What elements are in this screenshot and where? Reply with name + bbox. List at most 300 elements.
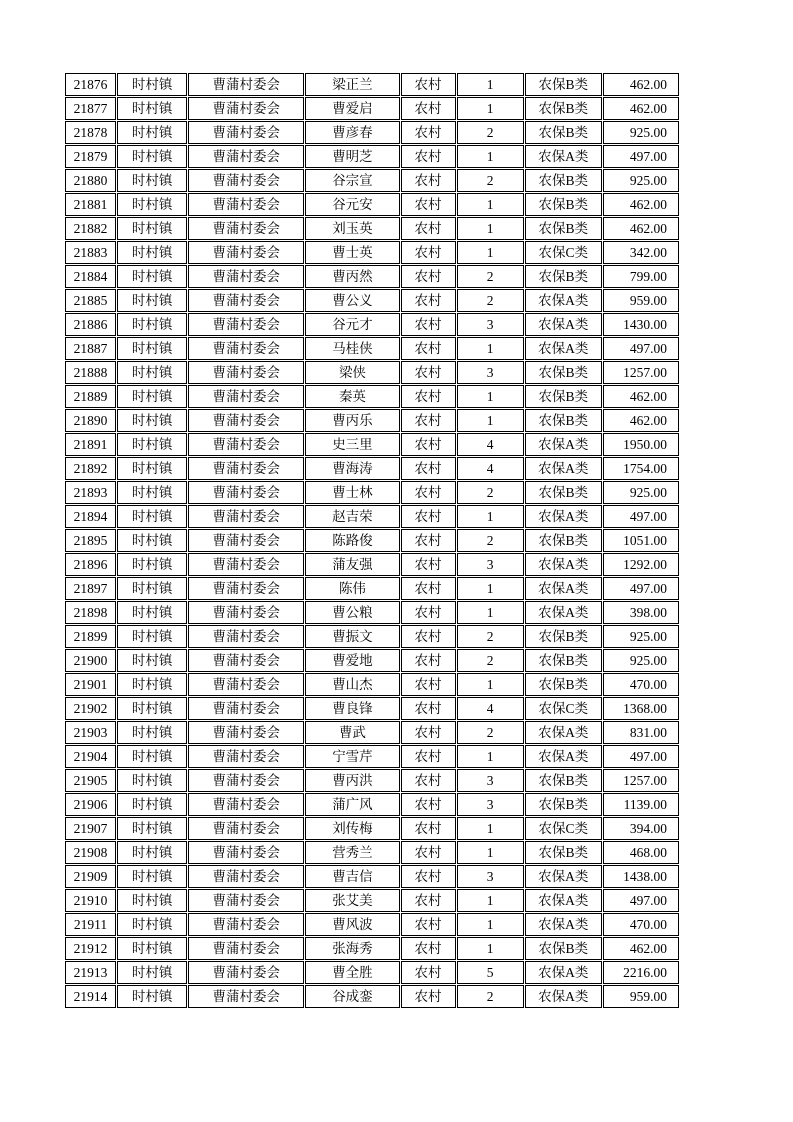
cell-residence: 农村 xyxy=(401,817,456,840)
cell-residence: 农村 xyxy=(401,649,456,672)
cell-residence: 农村 xyxy=(401,721,456,744)
cell-village: 曹蒲村委会 xyxy=(188,481,304,504)
cell-type: 农保A类 xyxy=(525,145,602,168)
cell-village: 曹蒲村委会 xyxy=(188,721,304,744)
cell-amount: 925.00 xyxy=(603,649,679,672)
table-row xyxy=(65,193,679,216)
cell-village: 曹蒲村委会 xyxy=(188,553,304,576)
cell-id: 21913 xyxy=(65,961,116,984)
cell-name: 曹士林 xyxy=(305,481,399,504)
cell-id: 21880 xyxy=(65,169,116,192)
cell-id: 21912 xyxy=(65,937,116,960)
cell-village: 曹蒲村委会 xyxy=(188,673,304,696)
cell-residence: 农村 xyxy=(401,673,456,696)
cell-amount: 497.00 xyxy=(603,505,679,528)
cell-residence: 农村 xyxy=(401,577,456,600)
cell-type: 农保A类 xyxy=(525,289,602,312)
cell-count: 2 xyxy=(457,169,524,192)
cell-residence: 农村 xyxy=(401,169,456,192)
cell-count: 3 xyxy=(457,553,524,576)
cell-count: 1 xyxy=(457,745,524,768)
cell-village: 曹蒲村委会 xyxy=(188,97,304,120)
cell-village: 曹蒲村委会 xyxy=(188,289,304,312)
cell-village: 曹蒲村委会 xyxy=(188,313,304,336)
cell-town: 时村镇 xyxy=(117,505,187,528)
cell-type: 农保B类 xyxy=(525,937,602,960)
cell-name: 马桂侠 xyxy=(305,337,399,360)
cell-id: 21891 xyxy=(65,433,116,456)
cell-amount: 394.00 xyxy=(603,817,679,840)
cell-name: 陈路俊 xyxy=(305,529,399,552)
cell-id: 21910 xyxy=(65,889,116,912)
cell-id: 21884 xyxy=(65,265,116,288)
cell-town: 时村镇 xyxy=(117,121,187,144)
table-row xyxy=(65,673,679,696)
cell-village: 曹蒲村委会 xyxy=(188,241,304,264)
cell-village: 曹蒲村委会 xyxy=(188,793,304,816)
table-row xyxy=(65,409,679,432)
cell-name: 史三里 xyxy=(305,433,399,456)
cell-id: 21886 xyxy=(65,313,116,336)
cell-name: 宁雪芹 xyxy=(305,745,399,768)
cell-town: 时村镇 xyxy=(117,481,187,504)
cell-amount: 398.00 xyxy=(603,601,679,624)
cell-residence: 农村 xyxy=(401,193,456,216)
cell-residence: 农村 xyxy=(401,793,456,816)
cell-village: 曹蒲村委会 xyxy=(188,433,304,456)
cell-type: 农保A类 xyxy=(525,961,602,984)
cell-amount: 462.00 xyxy=(603,193,679,216)
cell-village: 曹蒲村委会 xyxy=(188,889,304,912)
cell-type: 农保C类 xyxy=(525,697,602,720)
cell-residence: 农村 xyxy=(401,433,456,456)
cell-village: 曹蒲村委会 xyxy=(188,121,304,144)
cell-town: 时村镇 xyxy=(117,433,187,456)
cell-name: 谷成銮 xyxy=(305,985,399,1008)
cell-town: 时村镇 xyxy=(117,793,187,816)
cell-id: 21908 xyxy=(65,841,116,864)
cell-residence: 农村 xyxy=(401,913,456,936)
cell-name: 曹公义 xyxy=(305,289,399,312)
cell-residence: 农村 xyxy=(401,529,456,552)
cell-count: 2 xyxy=(457,481,524,504)
cell-type: 农保A类 xyxy=(525,865,602,888)
table-row xyxy=(65,241,679,264)
cell-town: 时村镇 xyxy=(117,817,187,840)
cell-type: 农保B类 xyxy=(525,649,602,672)
cell-village: 曹蒲村委会 xyxy=(188,385,304,408)
cell-type: 农保B类 xyxy=(525,169,602,192)
cell-residence: 农村 xyxy=(401,481,456,504)
cell-type: 农保A类 xyxy=(525,577,602,600)
cell-type: 农保A类 xyxy=(525,457,602,480)
cell-residence: 农村 xyxy=(401,889,456,912)
cell-count: 1 xyxy=(457,841,524,864)
cell-amount: 925.00 xyxy=(603,625,679,648)
table-row xyxy=(65,529,679,552)
cell-id: 21885 xyxy=(65,289,116,312)
cell-id: 21892 xyxy=(65,457,116,480)
cell-town: 时村镇 xyxy=(117,649,187,672)
cell-count: 1 xyxy=(457,937,524,960)
table-row xyxy=(65,937,679,960)
cell-amount: 470.00 xyxy=(603,673,679,696)
cell-id: 21894 xyxy=(65,505,116,528)
cell-count: 2 xyxy=(457,985,524,1008)
cell-village: 曹蒲村委会 xyxy=(188,73,304,96)
cell-town: 时村镇 xyxy=(117,409,187,432)
cell-type: 农保A类 xyxy=(525,553,602,576)
cell-residence: 农村 xyxy=(401,121,456,144)
cell-residence: 农村 xyxy=(401,361,456,384)
cell-count: 2 xyxy=(457,649,524,672)
cell-village: 曹蒲村委会 xyxy=(188,169,304,192)
cell-amount: 497.00 xyxy=(603,745,679,768)
cell-type: 农保B类 xyxy=(525,361,602,384)
cell-type: 农保B类 xyxy=(525,97,602,120)
table-row xyxy=(65,625,679,648)
cell-amount: 2216.00 xyxy=(603,961,679,984)
cell-name: 梁侠 xyxy=(305,361,399,384)
cell-town: 时村镇 xyxy=(117,73,187,96)
cell-name: 刘玉英 xyxy=(305,217,399,240)
cell-amount: 462.00 xyxy=(603,97,679,120)
cell-village: 曹蒲村委会 xyxy=(188,769,304,792)
cell-name: 曹明芝 xyxy=(305,145,399,168)
cell-town: 时村镇 xyxy=(117,241,187,264)
table-row xyxy=(65,217,679,240)
cell-id: 21889 xyxy=(65,385,116,408)
cell-residence: 农村 xyxy=(401,625,456,648)
cell-id: 21882 xyxy=(65,217,116,240)
cell-id: 21883 xyxy=(65,241,116,264)
cell-name: 曹海涛 xyxy=(305,457,399,480)
table-row xyxy=(65,481,679,504)
cell-id: 21878 xyxy=(65,121,116,144)
cell-name: 谷宗宣 xyxy=(305,169,399,192)
cell-count: 4 xyxy=(457,433,524,456)
cell-type: 农保B类 xyxy=(525,409,602,432)
cell-count: 1 xyxy=(457,193,524,216)
table-row xyxy=(65,289,679,312)
cell-count: 1 xyxy=(457,145,524,168)
cell-town: 时村镇 xyxy=(117,337,187,360)
cell-village: 曹蒲村委会 xyxy=(188,697,304,720)
cell-type: 农保B类 xyxy=(525,385,602,408)
cell-residence: 农村 xyxy=(401,841,456,864)
cell-town: 时村镇 xyxy=(117,937,187,960)
cell-type: 农保B类 xyxy=(525,673,602,696)
cell-amount: 470.00 xyxy=(603,913,679,936)
cell-type: 农保B类 xyxy=(525,217,602,240)
cell-amount: 1139.00 xyxy=(603,793,679,816)
table-row xyxy=(65,577,679,600)
cell-count: 1 xyxy=(457,601,524,624)
cell-town: 时村镇 xyxy=(117,145,187,168)
cell-village: 曹蒲村委会 xyxy=(188,865,304,888)
cell-amount: 925.00 xyxy=(603,169,679,192)
cell-residence: 农村 xyxy=(401,505,456,528)
cell-residence: 农村 xyxy=(401,145,456,168)
cell-name: 蒲友强 xyxy=(305,553,399,576)
cell-amount: 468.00 xyxy=(603,841,679,864)
cell-name: 营秀兰 xyxy=(305,841,399,864)
cell-type: 农保A类 xyxy=(525,601,602,624)
cell-village: 曹蒲村委会 xyxy=(188,817,304,840)
cell-name: 曹爱地 xyxy=(305,649,399,672)
cell-name: 曹全胜 xyxy=(305,961,399,984)
cell-town: 时村镇 xyxy=(117,289,187,312)
cell-count: 5 xyxy=(457,961,524,984)
cell-residence: 农村 xyxy=(401,289,456,312)
cell-type: 农保B类 xyxy=(525,193,602,216)
table-row xyxy=(65,457,679,480)
cell-type: 农保B类 xyxy=(525,769,602,792)
table-row xyxy=(65,649,679,672)
cell-count: 1 xyxy=(457,241,524,264)
cell-residence: 农村 xyxy=(401,601,456,624)
cell-village: 曹蒲村委会 xyxy=(188,961,304,984)
cell-type: 农保B类 xyxy=(525,793,602,816)
cell-name: 谷元才 xyxy=(305,313,399,336)
cell-residence: 农村 xyxy=(401,217,456,240)
cell-count: 3 xyxy=(457,361,524,384)
cell-village: 曹蒲村委会 xyxy=(188,457,304,480)
table-row xyxy=(65,361,679,384)
cell-count: 1 xyxy=(457,217,524,240)
cell-amount: 1438.00 xyxy=(603,865,679,888)
cell-amount: 1368.00 xyxy=(603,697,679,720)
cell-residence: 农村 xyxy=(401,241,456,264)
cell-amount: 497.00 xyxy=(603,577,679,600)
cell-amount: 462.00 xyxy=(603,409,679,432)
table-row xyxy=(65,913,679,936)
table-row xyxy=(65,865,679,888)
cell-village: 曹蒲村委会 xyxy=(188,193,304,216)
cell-village: 曹蒲村委会 xyxy=(188,745,304,768)
cell-town: 时村镇 xyxy=(117,553,187,576)
cell-id: 21906 xyxy=(65,793,116,816)
cell-count: 1 xyxy=(457,817,524,840)
table-row xyxy=(65,601,679,624)
cell-type: 农保A类 xyxy=(525,313,602,336)
table-body xyxy=(65,73,679,1008)
table-row xyxy=(65,73,679,96)
cell-town: 时村镇 xyxy=(117,265,187,288)
cell-town: 时村镇 xyxy=(117,169,187,192)
cell-town: 时村镇 xyxy=(117,673,187,696)
cell-village: 曹蒲村委会 xyxy=(188,505,304,528)
cell-village: 曹蒲村委会 xyxy=(188,577,304,600)
cell-type: 农保A类 xyxy=(525,985,602,1008)
cell-id: 21881 xyxy=(65,193,116,216)
cell-id: 21911 xyxy=(65,913,116,936)
cell-type: 农保A类 xyxy=(525,745,602,768)
cell-count: 1 xyxy=(457,97,524,120)
cell-name: 曹士英 xyxy=(305,241,399,264)
cell-count: 3 xyxy=(457,769,524,792)
table-row xyxy=(65,121,679,144)
cell-town: 时村镇 xyxy=(117,217,187,240)
cell-amount: 799.00 xyxy=(603,265,679,288)
table-row xyxy=(65,961,679,984)
cell-name: 蒲广风 xyxy=(305,793,399,816)
cell-residence: 农村 xyxy=(401,961,456,984)
cell-amount: 1292.00 xyxy=(603,553,679,576)
cell-name: 梁正兰 xyxy=(305,73,399,96)
cell-amount: 462.00 xyxy=(603,385,679,408)
cell-id: 21899 xyxy=(65,625,116,648)
cell-count: 2 xyxy=(457,529,524,552)
cell-residence: 农村 xyxy=(401,553,456,576)
cell-amount: 497.00 xyxy=(603,145,679,168)
table-row xyxy=(65,169,679,192)
cell-town: 时村镇 xyxy=(117,913,187,936)
cell-name: 刘传梅 xyxy=(305,817,399,840)
cell-type: 农保A类 xyxy=(525,337,602,360)
cell-id: 21893 xyxy=(65,481,116,504)
cell-count: 2 xyxy=(457,625,524,648)
cell-town: 时村镇 xyxy=(117,313,187,336)
cell-residence: 农村 xyxy=(401,265,456,288)
cell-amount: 462.00 xyxy=(603,73,679,96)
cell-count: 1 xyxy=(457,337,524,360)
cell-village: 曹蒲村委会 xyxy=(188,217,304,240)
cell-town: 时村镇 xyxy=(117,577,187,600)
cell-residence: 农村 xyxy=(401,73,456,96)
cell-amount: 1754.00 xyxy=(603,457,679,480)
table-row xyxy=(65,313,679,336)
cell-residence: 农村 xyxy=(401,385,456,408)
cell-name: 曹风波 xyxy=(305,913,399,936)
table-row xyxy=(65,337,679,360)
cell-town: 时村镇 xyxy=(117,193,187,216)
cell-name: 谷元安 xyxy=(305,193,399,216)
cell-residence: 农村 xyxy=(401,985,456,1008)
cell-village: 曹蒲村委会 xyxy=(188,625,304,648)
cell-residence: 农村 xyxy=(401,769,456,792)
table-row xyxy=(65,985,679,1008)
cell-town: 时村镇 xyxy=(117,769,187,792)
cell-amount: 462.00 xyxy=(603,937,679,960)
cell-count: 1 xyxy=(457,385,524,408)
cell-village: 曹蒲村委会 xyxy=(188,985,304,1008)
cell-count: 4 xyxy=(457,697,524,720)
table-row xyxy=(65,265,679,288)
cell-amount: 959.00 xyxy=(603,289,679,312)
table-row xyxy=(65,745,679,768)
cell-amount: 1257.00 xyxy=(603,361,679,384)
cell-name: 张艾美 xyxy=(305,889,399,912)
cell-town: 时村镇 xyxy=(117,625,187,648)
cell-village: 曹蒲村委会 xyxy=(188,361,304,384)
cell-residence: 农村 xyxy=(401,337,456,360)
cell-id: 21907 xyxy=(65,817,116,840)
cell-amount: 1950.00 xyxy=(603,433,679,456)
cell-residence: 农村 xyxy=(401,409,456,432)
cell-amount: 1051.00 xyxy=(603,529,679,552)
cell-name: 曹山杰 xyxy=(305,673,399,696)
cell-town: 时村镇 xyxy=(117,985,187,1008)
cell-id: 21903 xyxy=(65,721,116,744)
cell-town: 时村镇 xyxy=(117,457,187,480)
cell-name: 秦英 xyxy=(305,385,399,408)
cell-type: 农保A类 xyxy=(525,889,602,912)
cell-amount: 497.00 xyxy=(603,337,679,360)
cell-town: 时村镇 xyxy=(117,889,187,912)
cell-town: 时村镇 xyxy=(117,601,187,624)
cell-type: 农保A类 xyxy=(525,505,602,528)
table-row xyxy=(65,97,679,120)
cell-village: 曹蒲村委会 xyxy=(188,601,304,624)
table-row xyxy=(65,505,679,528)
cell-town: 时村镇 xyxy=(117,745,187,768)
cell-town: 时村镇 xyxy=(117,97,187,120)
cell-type: 农保A类 xyxy=(525,913,602,936)
cell-name: 曹振文 xyxy=(305,625,399,648)
cell-type: 农保C类 xyxy=(525,817,602,840)
table-row xyxy=(65,817,679,840)
cell-name: 赵吉荣 xyxy=(305,505,399,528)
table-row xyxy=(65,385,679,408)
cell-type: 农保C类 xyxy=(525,241,602,264)
cell-id: 21890 xyxy=(65,409,116,432)
cell-id: 21887 xyxy=(65,337,116,360)
cell-name: 曹爱启 xyxy=(305,97,399,120)
cell-town: 时村镇 xyxy=(117,721,187,744)
cell-id: 21876 xyxy=(65,73,116,96)
cell-count: 1 xyxy=(457,889,524,912)
cell-count: 3 xyxy=(457,865,524,888)
cell-count: 2 xyxy=(457,721,524,744)
cell-count: 3 xyxy=(457,793,524,816)
cell-id: 21879 xyxy=(65,145,116,168)
cell-id: 21888 xyxy=(65,361,116,384)
cell-count: 1 xyxy=(457,913,524,936)
cell-id: 21905 xyxy=(65,769,116,792)
cell-name: 张海秀 xyxy=(305,937,399,960)
cell-type: 农保B类 xyxy=(525,625,602,648)
cell-village: 曹蒲村委会 xyxy=(188,337,304,360)
cell-amount: 925.00 xyxy=(603,121,679,144)
cell-type: 农保B类 xyxy=(525,481,602,504)
cell-count: 2 xyxy=(457,121,524,144)
cell-id: 21900 xyxy=(65,649,116,672)
cell-village: 曹蒲村委会 xyxy=(188,937,304,960)
cell-town: 时村镇 xyxy=(117,697,187,720)
cell-type: 农保A类 xyxy=(525,721,602,744)
cell-count: 2 xyxy=(457,289,524,312)
cell-count: 3 xyxy=(457,313,524,336)
cell-town: 时村镇 xyxy=(117,529,187,552)
cell-id: 21902 xyxy=(65,697,116,720)
cell-id: 21897 xyxy=(65,577,116,600)
cell-count: 1 xyxy=(457,73,524,96)
table-row xyxy=(65,433,679,456)
cell-amount: 1430.00 xyxy=(603,313,679,336)
cell-amount: 342.00 xyxy=(603,241,679,264)
table-row xyxy=(65,769,679,792)
cell-id: 21895 xyxy=(65,529,116,552)
cell-village: 曹蒲村委会 xyxy=(188,265,304,288)
table-row xyxy=(65,721,679,744)
table-row xyxy=(65,697,679,720)
cell-town: 时村镇 xyxy=(117,361,187,384)
cell-residence: 农村 xyxy=(401,313,456,336)
cell-village: 曹蒲村委会 xyxy=(188,145,304,168)
cell-residence: 农村 xyxy=(401,745,456,768)
table-row xyxy=(65,889,679,912)
